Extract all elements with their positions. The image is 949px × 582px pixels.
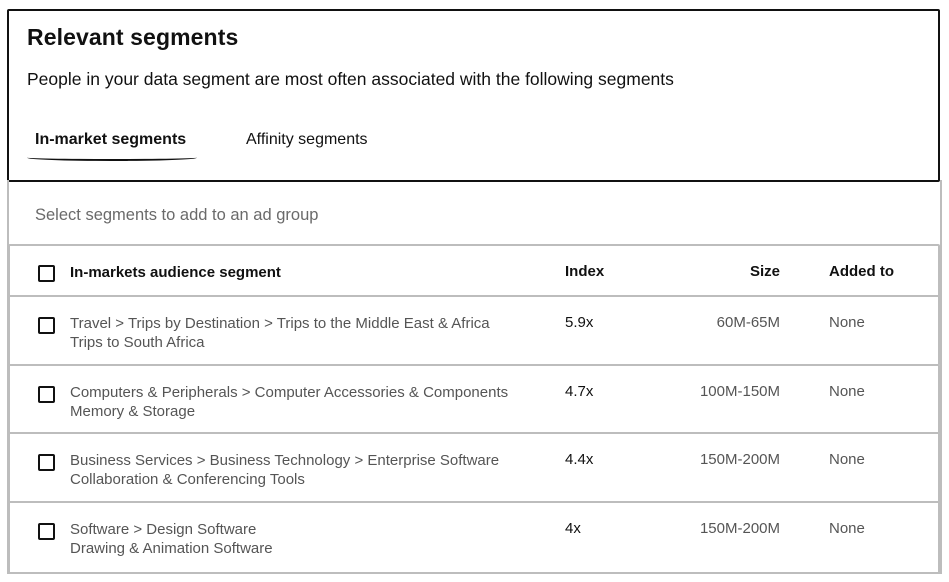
- panel-title: Relevant segments: [27, 24, 239, 50]
- segment-name: Collaboration & Conferencing Tools: [70, 471, 305, 488]
- header-added-to: Added to: [829, 263, 894, 280]
- segment-path: Travel > Trips by Destination > Trips to the Middle East & Africa: [70, 315, 490, 332]
- added-to-cell: None: [829, 451, 865, 468]
- index-cell: 5.9x: [565, 314, 594, 331]
- segment-cell: [70, 451, 499, 489]
- header-index: Index: [565, 263, 605, 280]
- segment-path: Software > Design Software: [70, 521, 257, 538]
- added-to-cell: None: [829, 520, 865, 537]
- segment-name: Drawing & Animation Software: [70, 540, 273, 557]
- added-to-cell: None: [829, 314, 865, 331]
- index-cell: 4x: [565, 520, 581, 537]
- table-header-row: [8, 244, 940, 298]
- row-checkbox[interactable]: [38, 317, 55, 334]
- table-row: [8, 432, 940, 504]
- row-checkbox[interactable]: [38, 386, 55, 403]
- segment-cell: [70, 520, 273, 558]
- size-cell: 150M-200M: [699, 451, 780, 468]
- table-row: [8, 501, 940, 574]
- row-checkbox[interactable]: [38, 523, 55, 540]
- segment-name: Memory & Storage: [70, 403, 196, 420]
- added-to-cell: None: [829, 383, 865, 400]
- size-cell: 150M-200M: [699, 520, 780, 537]
- table-row: [8, 364, 940, 435]
- segment-cell: [70, 383, 508, 421]
- size-cell: 60M-65M: [716, 314, 780, 331]
- segment-name: Trips to South Africa: [70, 334, 205, 351]
- segment-path: Computers & Peripherals > Computer Accessories & Components: [70, 384, 509, 401]
- segment-path: Business Services > Business Technology > Enterprise Software: [70, 452, 500, 469]
- header-segment: In-markets audience segment: [70, 264, 281, 281]
- index-cell: 4.7x: [565, 383, 594, 400]
- panel-subtitle: People in your data segment are most often associated with the following segments: [27, 69, 674, 89]
- segment-cell: [70, 314, 490, 352]
- tab-affinity-segments[interactable]: Affinity segments: [246, 131, 368, 148]
- selection-hint: Select segments to add to an ad group: [35, 206, 319, 224]
- tab-in-market-segments[interactable]: In-market segments: [35, 131, 187, 148]
- row-checkbox[interactable]: [38, 454, 55, 471]
- select-all-checkbox[interactable]: [38, 265, 55, 282]
- index-cell: 4.4x: [565, 451, 594, 468]
- table-row: [8, 295, 940, 366]
- header-size: Size: [749, 263, 780, 280]
- size-cell: 100M-150M: [699, 383, 780, 400]
